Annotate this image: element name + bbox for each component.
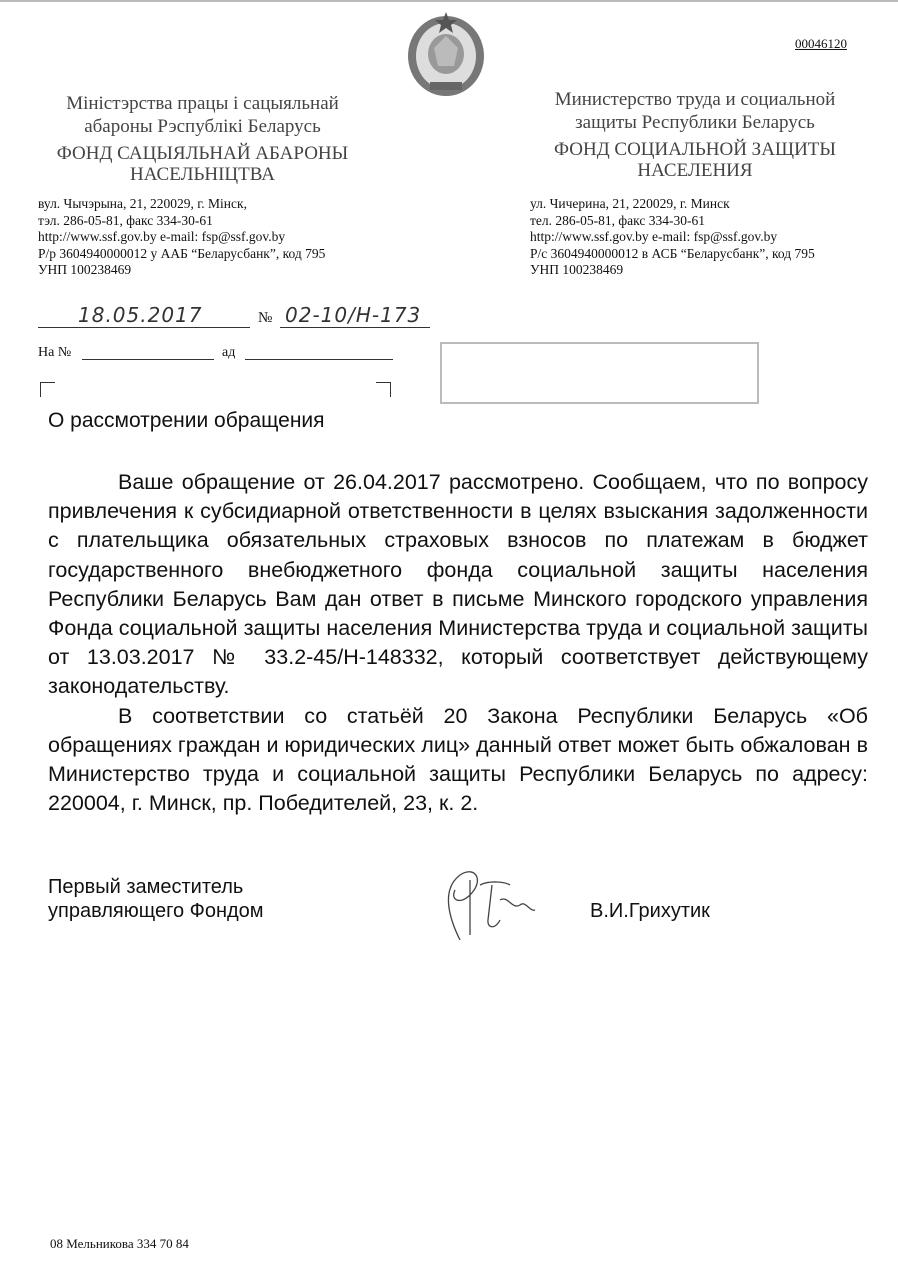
ref-number-label: На № [38, 345, 72, 360]
executor-footer: 08 Мельникова 334 70 84 [50, 1236, 189, 1251]
body-paragraph: Ваше обращение от 26.04.2017 рассмотрено. Сообщаем, что по вопросу привлечения к субсидиарной ответственности в целях взыскания задолженности с плательщика обязательных страховых взносов по платежам в бюджет государственного внебюджетного фонда социальной защиты населения Республики Беларусь Вам дан ответ в письме Минского городского управления Фонда социальной защиты населения Министерства труда и социальной защиты от 13.03.2017 № 33.2-45/Н-148332, который соответствует действующему законодательству. [48, 470, 868, 699]
position-line: управляющего Фондом [48, 900, 264, 922]
ref-number-field [82, 345, 214, 360]
address-line: УНП 100238469 [38, 262, 132, 277]
fund-line: НАСЕЛЬНІЦТВА [130, 164, 275, 185]
scan-edge [0, 0, 898, 2]
address-ru [530, 196, 815, 279]
handwritten-date: 18.05.2017 [78, 303, 203, 327]
address-line: тел. 286-05-81, факс 334-30-61 [530, 212, 705, 228]
position-line: Первый заместитель [48, 876, 244, 898]
signatory-position [48, 875, 264, 923]
ministry-name-ru [525, 88, 865, 134]
ref-from-label: ад [222, 345, 236, 360]
ministry-name-by [30, 92, 375, 138]
handwritten-number: 02-10/Н-173 [285, 303, 422, 327]
address-line: УНП 100238469 [530, 262, 624, 277]
fund-name-ru [525, 139, 865, 181]
corner-mark [40, 382, 55, 397]
address-line: Р/с 3604940000012 в АСБ “Беларусбанк”, код 795 [530, 245, 815, 261]
ministry-line: Министерство труда и социальной [554, 89, 836, 110]
address-line: http://www.ssf.gov.by e-mail: fsp@ssf.gov.by [38, 229, 286, 244]
document-number: 00046120 [795, 36, 847, 51]
number-label: № [258, 310, 273, 326]
fund-line: НАСЕЛЕНИЯ [637, 160, 753, 181]
signatory-name: В.И.Грихутик [590, 900, 710, 922]
letterhead-by [30, 92, 375, 185]
ministry-line: абароны Рэспублікі Беларусь [84, 116, 321, 137]
ministry-line: защиты Республики Беларусь [575, 112, 815, 133]
ministry-line: Міністэрства працы і сацыяльнай [66, 93, 339, 114]
fund-line: ФОНД СОЦИАЛЬНОЙ ЗАЩИТЫ [554, 139, 836, 160]
handwritten-signature [430, 860, 540, 955]
address-line: Р/р 3604940000012 у ААБ “Беларусбанк”, код 795 [38, 245, 326, 261]
address-line: ул. Чичерина, 21, 220029, г. Минск [530, 196, 730, 211]
state-emblem [404, 8, 488, 100]
letter-body [48, 468, 868, 818]
ref-date-field [245, 345, 393, 360]
address-by [38, 196, 325, 279]
address-line: тэл. 286-05-81, факс 334-30-61 [38, 212, 213, 228]
corner-mark [376, 382, 391, 397]
date-field [38, 303, 250, 328]
body-paragraph: В соответствии со статьёй 20 Закона Республики Беларусь «Об обращениях граждан и юридических лиц» данный ответ может быть обжалован в Министерство труда и социальной защиты Республики Беларусь по адресу: 220004, г. Минск, пр. Победителей, 23, к. 2. [48, 703, 868, 816]
number-field [280, 303, 430, 328]
recipient-address-box [440, 342, 759, 404]
address-line: http://www.ssf.gov.by e-mail: fsp@ssf.gov.by [530, 229, 778, 244]
fund-line: ФОНД САЦЫЯЛЬНАЙ АБАРОНЫ [56, 143, 349, 164]
address-line: вул. Чычэрына, 21, 220029, г. Мінск, [38, 196, 247, 211]
subject-line: О рассмотрении обращения [48, 409, 325, 432]
letterhead-ru [525, 88, 865, 181]
fund-name-by [30, 143, 375, 185]
